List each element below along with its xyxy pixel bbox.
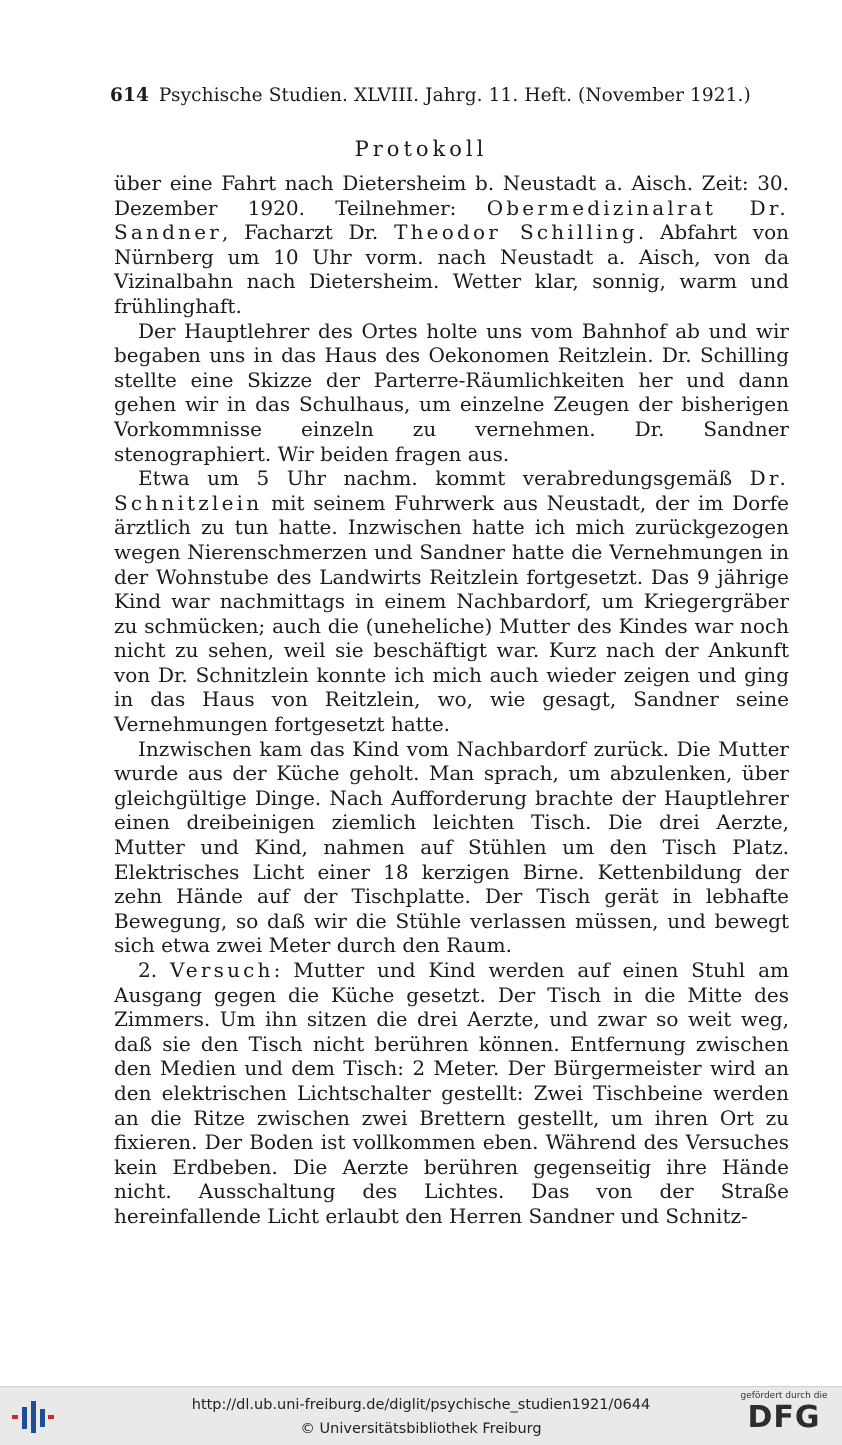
- copyright-notice: © Universitätsbibliothek Freiburg: [300, 1421, 542, 1437]
- paragraph-2: [114, 466, 789, 737]
- viewer-footer: [0, 1386, 842, 1445]
- paragraph-1: Der Hauptlehrer des Ortes holte uns vom Bahnhof ab und wir begaben uns in das Haus des Oekonomen Reitzlein. Dr. Schilling stellte eine Skizze der Parterre-Räumlichkeiten her und dann gehen wir in das Schulhaus, um einzelne Zeugen der bisherigen Vorkommnisse einzeln zu vernehmen. Dr. Sandner stenographiert. Wir beiden fragen aus.: [114, 318, 789, 466]
- dfg-mark: DFG: [747, 1400, 821, 1435]
- body-text: [114, 171, 789, 1229]
- para4-text-1: 2.: [138, 958, 170, 982]
- para2-text-1: Etwa um 5 Uhr nachm. kommt verabredungsgemäß: [138, 466, 750, 491]
- section-heading: Protokoll: [354, 137, 488, 161]
- running-header: [110, 85, 770, 106]
- participant-schnitzlein: Dr. Schnitzlein: [114, 466, 789, 515]
- participant-sandner: Obermedizinalrat Dr. Sandner: [114, 195, 789, 245]
- para4-text-2: : Mutter und Kind werden auf einen Stuhl am Ausgang gegen die Küche gesetzt. Der Tisch in die Mitte des Zimmers. Um ihn sitzen die drei Aerzte, und zwar so weit weg, daß sie den Tisch nicht berühren können. Entfernung zwischen den Medien und dem Tisch: 2 Meter. Der Bürgermeister wird an den elektrischen Lichtschalter gestellt: Zwei Tischbeine werden an die Ritze zwischen zwei Brettern gestellt, um ihren Ort zu fixieren. Der Boden ist vollkommen eben. Während des Versuches kein Erdbeben. Die Aerzte berühren gegenseitig ihre Hände nicht. Ausschaltung des Lichtes. Das von der Straße hereinfallende Licht erlaubt den Herren Sandner und Schnitz-: [114, 958, 789, 1228]
- intro-text-3: . Abfahrt von Nürnberg um 10 Uhr vorm. nach Neustadt a. Aisch, von da Vizinalbahn nach Dietersheim. Wetter klar, sonnig, warm und frühlinghaft.: [114, 220, 790, 318]
- page-number: 614: [110, 85, 149, 106]
- versuch-label: Versuch: [170, 958, 274, 982]
- para2-text-2: mit seinem Fuhrwerk aus Neustadt, der im Dorfe ärztlich zu tun hatte. Inzwischen hatte ich mich zurückgezogen wegen Nierenschmerzen und Sandner hatte die Vernehmungen in der Wohnstube des Landwirts Reitzlein fortgesetzt. Das 9 jährige Kind war nachmittags in einem Nachbardorf, um Kriegergräber zu schmücken; auch die (uneheliche) Mutter des Kindes war noch nicht zu sehen, weil sie beschäftigt war. Kurz nach der Ankunft von Dr. Schnitzlein konnte ich mich auch wieder zeigen und ging in das Haus von Reitzlein, wo, wie gesagt, Sandner seine Vernehmungen fortgesetzt hatte.: [114, 490, 789, 737]
- intro-paragraph: [114, 171, 789, 319]
- document-url-link[interactable]: http://dl.ub.uni-freiburg.de/diglit/psychische_studien1921/0644: [191, 1397, 651, 1413]
- participant-schilling: Theodor Schilling: [394, 220, 638, 245]
- dfg-caption: gefördert durch die: [740, 1391, 828, 1401]
- dfg-logo: [736, 1391, 832, 1441]
- intro-text-1: über eine Fahrt nach Dietersheim b. Neustadt a. Aisch. Zeit: 30. Dezember 1920. Teilnehmer:: [114, 171, 789, 220]
- intro-text-2: , Facharzt Dr.: [222, 220, 395, 245]
- paragraph-3: Inzwischen kam das Kind vom Nachbardorf zurück. Die Mutter wurde aus der Küche geholt. Man sprach, um abzulenken, über gleichgültige Dinge. Nach Aufforderung brachte der Hauptlehrer einen dreibeinigen ziemlich leichten Tisch. Die drei Aerzte, Mutter und Kind, nahmen auf Stühlen um den Tisch Platz. Elektrisches Licht einer 18 kerzigen Birne. Kettenbildung der zehn Hände auf der Tischplatte. Der Tisch gerät in lebhafte Bewegung, so daß wir die Stühle verlassen müssen, und bewegt sich etwa zwei Meter durch den Raum.: [114, 736, 789, 958]
- paragraph-4: [114, 958, 789, 1229]
- running-title: Psychische Studien. XLVIII. Jahrg. 11. Heft. (November 1921.): [158, 85, 751, 106]
